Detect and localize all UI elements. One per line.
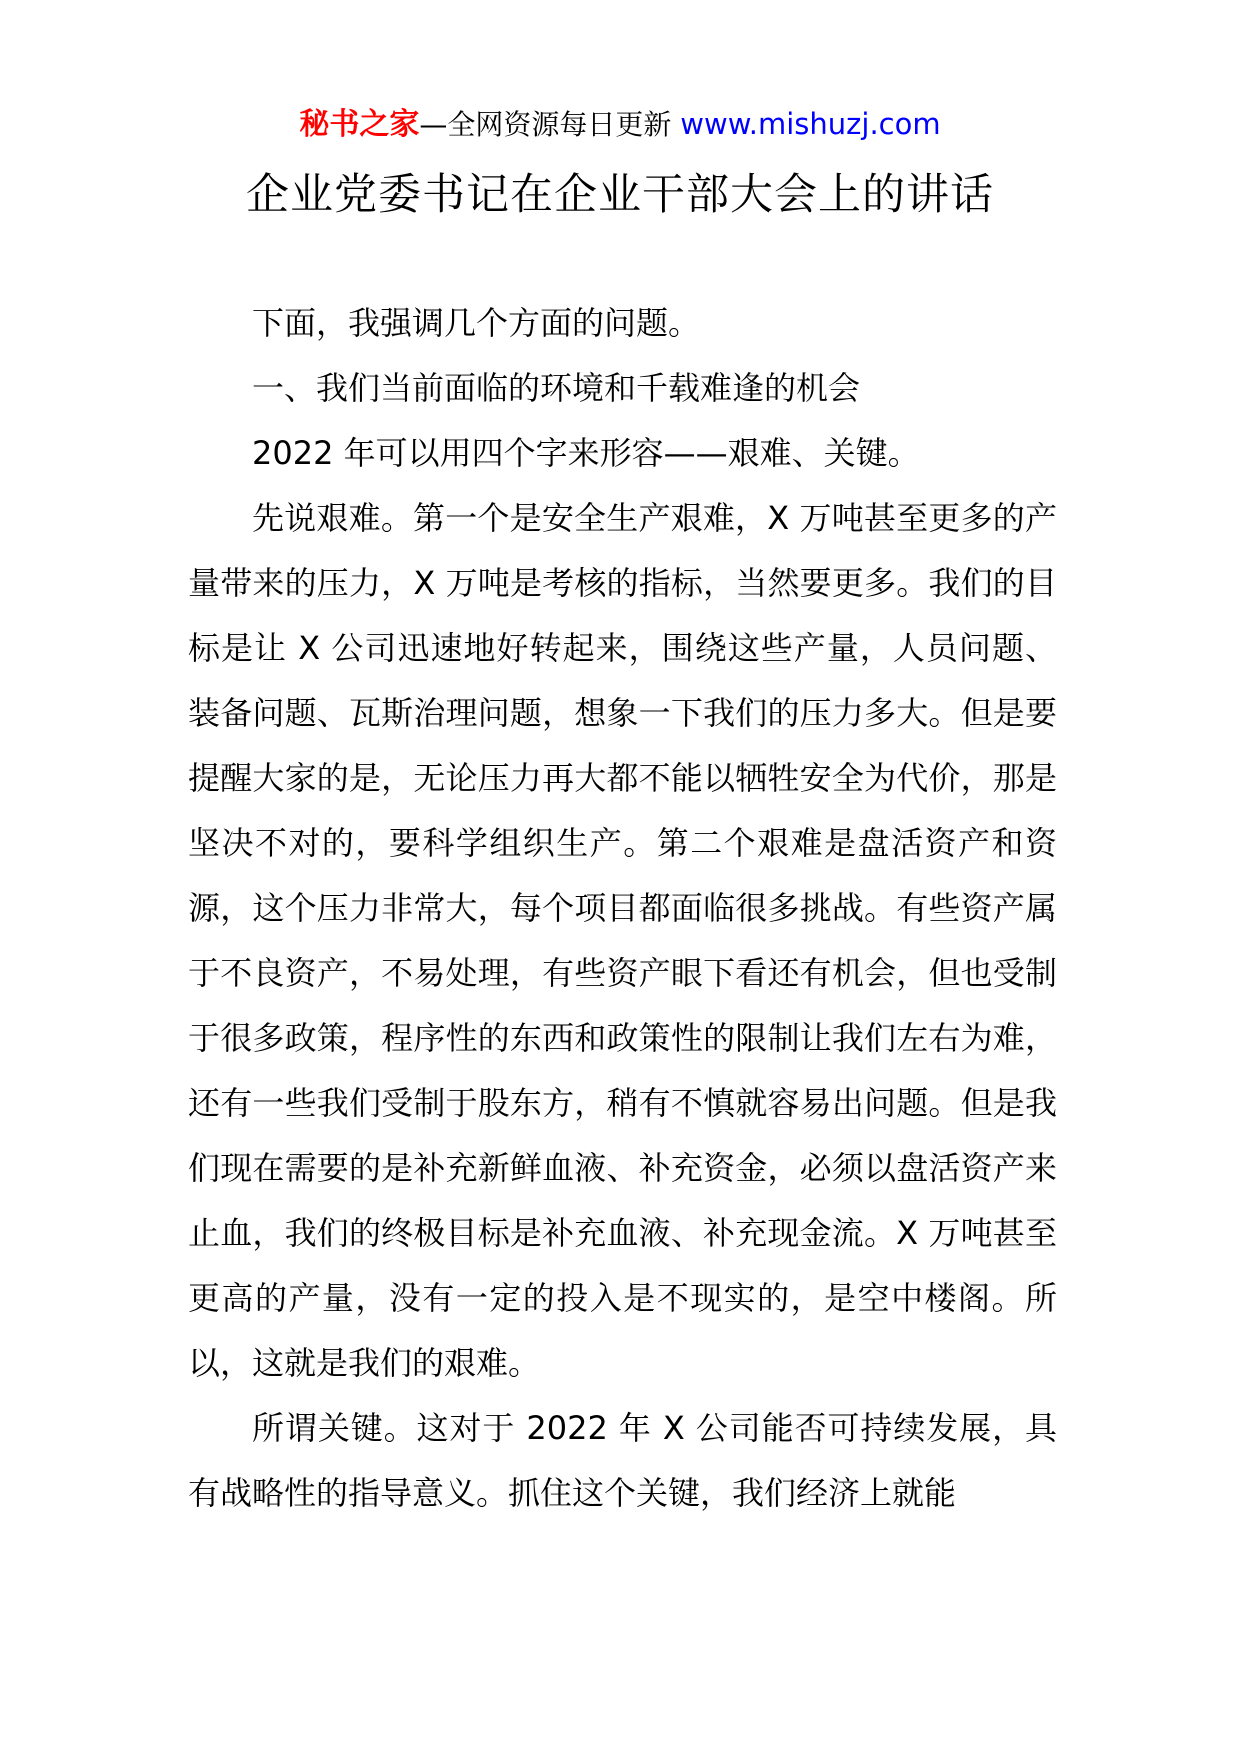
paragraph: 下面，我强调几个方面的问题。 xyxy=(252,304,701,342)
site-url-link[interactable]: www.mishuzj.com xyxy=(680,107,941,141)
brand-name: 秘书之家 xyxy=(299,107,420,142)
paragraph: 先说艰难。第一个是安全生产艰难，X 万吨甚至更多的产量带来的压力，X 万吨是考核的指标，当然要更多。我们的目标是让 X 公司迅速地好转起来，围绕这些产量，人员问题、装备问题、瓦斯治理问题，想象一下我们的压力多大。但是要提醒大家的是，无论压力再大都不能以牺牲安全为代价，那是坚决不对的，要科学组织生产。第二个艰难是盘活资产和资源，这个压力非常大，每个项目都面临很多挑战。有些资产属于不良资产，不易处理，有些资产眼下看还有机会，但也受制于很多政策，程序性的东西和政策性的限制让我们左右为难，还有一些我们受制于股东方，稍有不慎就容易出问题。但是我们现在需要的是补充新鲜血液、补充资金，必须以盘活资产来止血，我们的终极目标是补充血液、补充现金流。X 万吨甚至更高的产量，没有一定的投入是不现实的，是空中楼阁。所以，这就是我们的艰难。 xyxy=(188,499,1057,1382)
paragraph: 所谓关键。这对于 2022 年 X 公司能否可持续发展，具有战略性的指导意义。抓住这个关键，我们经济上就能 xyxy=(188,1409,1057,1512)
document-title: 企业党委书记在企业干部大会上的讲话 xyxy=(246,170,994,220)
header-slogan: —全网资源每日更新 xyxy=(419,108,681,141)
site-header xyxy=(0,100,1240,149)
section-heading: 一、我们当前面临的环境和千载难逢的机会 xyxy=(252,369,861,407)
paragraph: 2022 年可以用四个字来形容——艰难、关键。 xyxy=(252,434,920,472)
document-body xyxy=(188,291,1057,1526)
